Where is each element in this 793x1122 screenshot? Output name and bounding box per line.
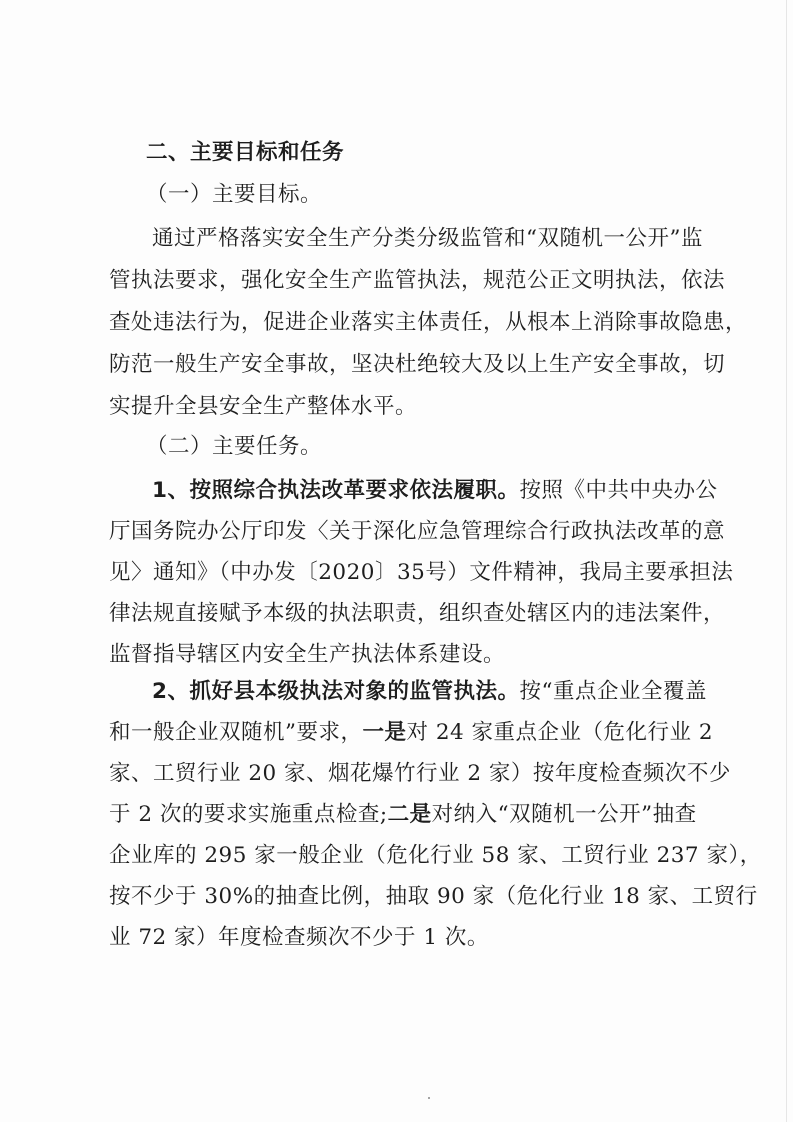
- task1-line: 见〉通知》（中办发〔2020〕35号）文件精神，我局主要承担法: [109, 560, 734, 585]
- goal-paragraph-line: 通过严格落实安全生产分类分级监管和“双随机一公开”监: [152, 226, 703, 251]
- task2-title: 2、抓好县本级执法对象的监管执法。: [152, 679, 520, 704]
- task2-text: 和一般企业双随机”要求，: [109, 720, 363, 745]
- task2-first-line: [152, 677, 707, 707]
- task2-line: 企业库的 295 家一般企业（危化行业 58 家、工贸行业 237 家），: [109, 843, 762, 868]
- task2-bold-marker: 一是: [362, 720, 407, 745]
- task2-line: [109, 800, 697, 830]
- goal-paragraph-line: 防范一般生产安全事故，坚决杜绝较大及以上生产安全事故，切: [109, 352, 726, 377]
- section-heading: 二、主要目标和任务: [146, 140, 345, 165]
- sub-heading-task: （二）主要任务。: [146, 434, 323, 459]
- task2-text: 对 24 家重点企业（危化行业 2: [406, 720, 714, 745]
- goal-paragraph-line: 实提升全县安全生产整体水平。: [109, 394, 418, 419]
- task1-line: 律法规直接赋予本级的执法职责，组织查处辖区内的违法案件，: [109, 601, 726, 626]
- task2-line: 家、工贸行业 20 家、烟花爆竹行业 2 家）按年度检查频次不少: [109, 761, 731, 786]
- scan-edge: [786, 0, 787, 1122]
- task2-text: 于 2 次的要求实施重点检查;: [109, 802, 388, 827]
- scan-speck: [428, 1097, 430, 1099]
- goal-paragraph-line: 查处违法行为，促进企业落实主体责任，从根本上消除事故隐患，: [109, 310, 748, 335]
- sub-heading-goal: （一）主要目标。: [146, 182, 323, 207]
- task1-title: 1、按照综合执法改革要求依法履职。: [152, 478, 520, 503]
- task2-bold-marker: 二是: [387, 802, 432, 827]
- goal-paragraph-line: 管执法要求，强化安全生产监管执法，规范公正文明执法，依法: [109, 268, 726, 293]
- task1-line: 厅国务院办公厅印发〈关于深化应急管理综合行政执法改革的意: [109, 519, 726, 544]
- task2-text: 对纳入“双随机一公开”抽查: [431, 802, 697, 827]
- task2-text: 按“重点企业全覆盖: [519, 679, 707, 704]
- task1-line: 监督指导辖区内安全生产执法体系建设。: [109, 642, 506, 667]
- task2-line: 按不少于 30%的抽查比例，抽取 90 家（危化行业 18 家、工贸行: [109, 884, 758, 909]
- task1-text: 按照《中共中央办公: [519, 478, 718, 503]
- task1-first-line: [152, 476, 718, 506]
- task2-line: 业 72 家）年度检查频次不少于 1 次。: [109, 925, 489, 950]
- task2-line: [109, 718, 714, 748]
